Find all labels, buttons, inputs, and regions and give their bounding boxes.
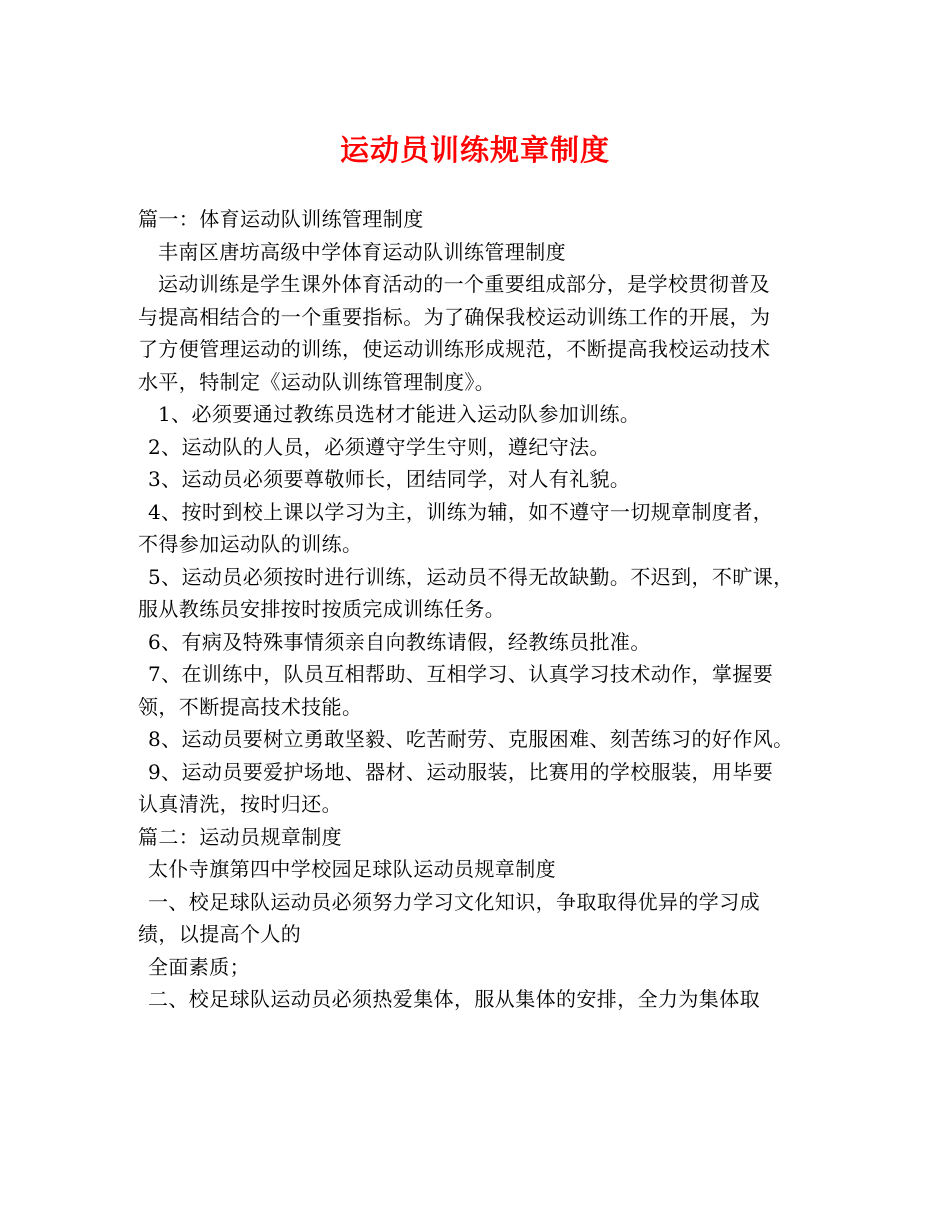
text-line: 运动训练是学生课外体育活动的一个重要组成部分，是学校贯彻普及 xyxy=(158,272,770,296)
text-line: 不得参加运动队的训练。 xyxy=(138,532,363,556)
text-line: 3、运动员必须要尊敬师长，团结同学，对人有礼貌。 xyxy=(148,467,631,491)
text-line: 全面素质； xyxy=(148,954,250,979)
text-line: 太仆寺旗第四中学校园足球队运动员规章制度 xyxy=(148,857,556,881)
text-line: 6、有病及特殊事情须亲自向教练请假，经教练员批准。 xyxy=(148,629,651,654)
text-line: 一、校足球队运动员必须努力学习文化知识，争取取得优异的学习成 xyxy=(148,889,760,914)
text-line: 认真清洗，按时归还。 xyxy=(138,792,342,816)
text-line: 篇一：体育运动队训练管理制度 xyxy=(138,207,424,231)
text-line: 绩，以提高个人的 xyxy=(138,922,302,946)
text-line: 与提高相结合的一个重要指标。为了确保我校运动训练工作的开展，为 xyxy=(138,304,771,329)
text-line: 水平，特制定《运动队训练管理制度》。 xyxy=(138,369,496,394)
document-title: 运动员训练规章制度 xyxy=(339,133,610,167)
document-body xyxy=(138,203,838,1016)
text-line: 了方便管理运动的训练，使运动训练形成规范，不断提高我校运动技术 xyxy=(138,337,771,361)
text-line: 丰南区唐坊高级中学体育运动队训练管理制度 xyxy=(158,239,566,264)
text-line: 9、运动员要爱护场地、器材、运动服装，比赛用的学校服装，用毕要 xyxy=(148,759,774,784)
text-line: 4、按时到校上课以学习为主，训练为辅，如不遵守一切规章制度者， xyxy=(148,499,774,524)
text-line: 领，不断提高技术技能。 xyxy=(138,694,363,719)
text-line: 7、在训练中，队员互相帮助、互相学习、认真学习技术动作，掌握要 xyxy=(148,662,774,686)
text-line: 服从教练员安排按时按质完成训练任务。 xyxy=(138,597,506,621)
text-line: 1、必须要通过教练员选材才能进入运动队参加训练。 xyxy=(158,402,641,426)
text-line: 篇二：运动员规章制度 xyxy=(138,824,342,849)
text-line: 5、运动员必须按时进行训练，运动员不得无故缺勤。不迟到，不旷课， xyxy=(148,564,794,589)
text-line: 2、运动队的人员，必须遵守学生守则，遵纪守法。 xyxy=(148,434,610,459)
text-line: 8、运动员要树立勇敢坚毅、吃苦耐劳、克服困难、刻苦练习的好作风。 xyxy=(148,727,794,751)
text-line: 二、校足球队运动员必须热爱集体，服从集体的安排，全力为集体取 xyxy=(148,987,760,1011)
